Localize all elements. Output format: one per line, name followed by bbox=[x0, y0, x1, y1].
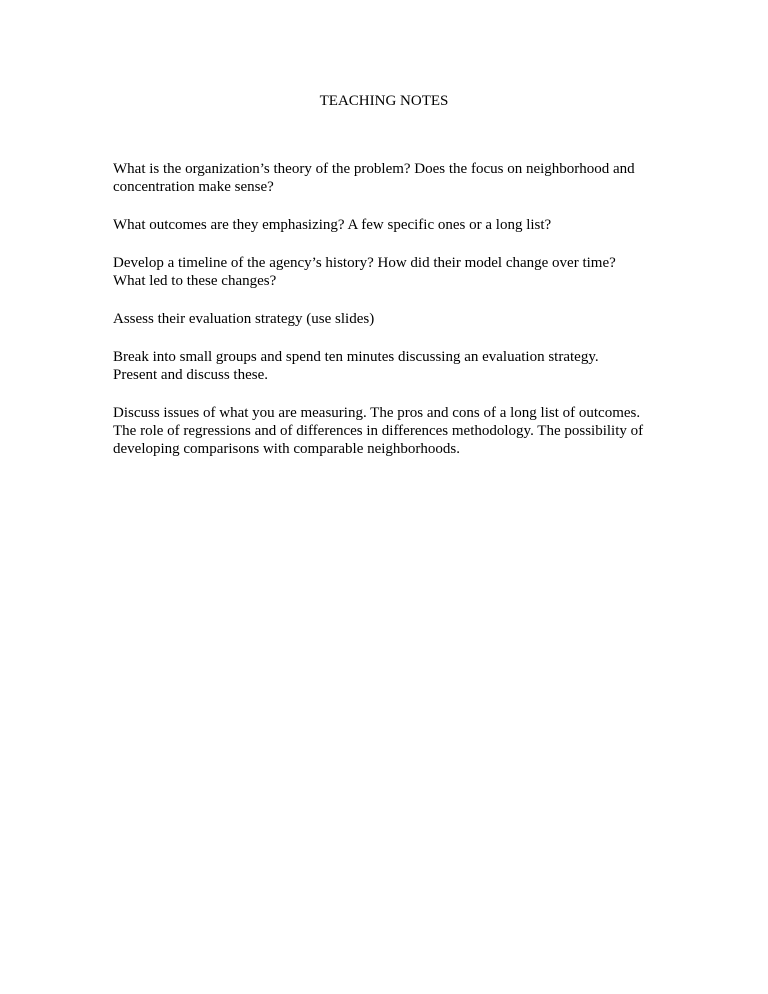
paragraph-timeline bbox=[113, 254, 673, 290]
paragraph-theory-of-problem bbox=[113, 160, 673, 196]
paragraph-line: Discuss issues of what you are measuring. The pros and cons of a long list of outcomes. bbox=[113, 405, 641, 421]
document-title: TEACHING NOTES bbox=[319, 93, 449, 109]
paragraph-line: Assess their evaluation strategy (use slides) bbox=[113, 311, 375, 327]
paragraph-small-groups bbox=[113, 348, 673, 384]
paragraph-evaluation-strategy bbox=[113, 310, 673, 328]
paragraph-line: The role of regressions and of differences in differences methodology. The possibility of bbox=[113, 423, 644, 439]
paragraph-line: Break into small groups and spend ten minutes discussing an evaluation strategy. bbox=[113, 349, 599, 365]
paragraph-line: Develop a timeline of the agency’s history? How did their model change over time? bbox=[113, 255, 616, 271]
paragraph-line: Present and discuss these. bbox=[113, 367, 268, 383]
paragraph-line: What led to these changes? bbox=[113, 273, 277, 289]
paragraph-line: What outcomes are they emphasizing? A few specific ones or a long list? bbox=[113, 217, 552, 233]
paragraph-line: developing comparisons with comparable neighborhoods. bbox=[113, 441, 461, 457]
paragraph-line: What is the organization’s theory of the problem? Does the focus on neighborhood and bbox=[113, 161, 635, 177]
paragraph-outcomes bbox=[113, 216, 673, 234]
document-body bbox=[113, 160, 673, 478]
paragraph-line: concentration make sense? bbox=[113, 179, 274, 195]
paragraph-measuring-issues bbox=[113, 404, 673, 458]
